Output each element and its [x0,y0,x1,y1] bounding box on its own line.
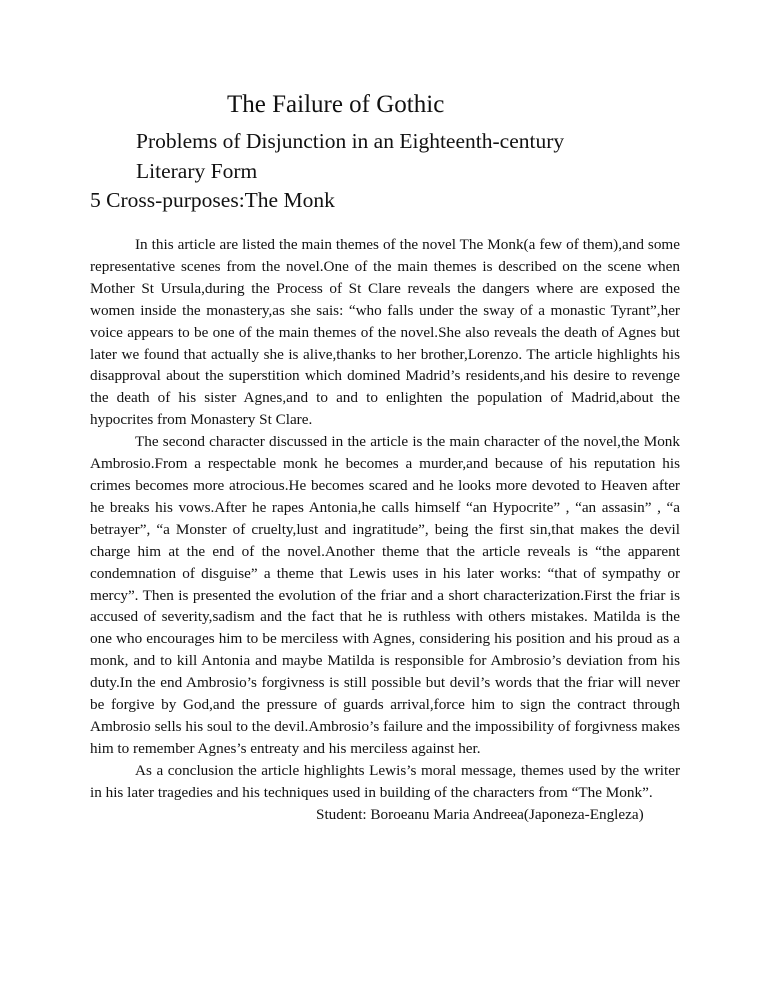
paragraph-2: The second character discussed in the article is the main character of the novel,the Monk Ambrosio.From a respectable monk he becomes a murder,and because of his reputation his crimes becomes more atrocious.He becomes scared and he looks more devoted to Heaven after he breaks his vows.After he rapes Antonia,he calls himself “an Hypocrite” , “an assasin” , “a betrayer”, “a Monster of cruelty,lust and ingratitude”, being the first sin,that makes the devil charge him at the end of the novel.Another theme that the article reveals is “the apparent condemnation of disguise” a theme that Lewis uses in his later works: “that of sympathy or mercy”. Then is presented the evolution of the friar and a short characterization.First the friar is accused of severity,sadism and the fact that he is ruthless with others mistakes. Matilda is the one who encourages him to be merciless with Agnes, considering his position and his proud as a monk, and to kill Antonia and maybe Matilda is responsible for Ambrosio’s deviation from his duty.In the end Ambrosio’s forgivness is still possible but devil’s words that the friar will never be forgive by God,and the pressure of guards arrival,force him to sign the contract through Ambrosio sells his soul to the devil.Ambrosio’s failure and the impossibility of forgivness makes him to remember Agnes’s entreaty and his merciless against her. [90,433,680,757]
subtitle-line-2: Literary Form [136,159,258,183]
subtitle-line-1: Problems of Disjunction in an Eighteenth-century [136,129,565,153]
chapter-heading: 5 Cross-purposes:The Monk [90,188,335,212]
student-signature: Student: Boroeanu Maria Andreea(Japoneza-Engleza) [316,805,644,823]
paragraph-3: As a conclusion the article highlights Lewis’s moral message, themes used by the writer in his later tragedies and his techniques used in building of the characters from “The Monk”. [90,761,680,801]
document-subtitle [136,126,564,186]
document-body [90,234,680,825]
document-title: The Failure of Gothic [227,91,445,118]
paragraph-1: In this article are listed the main themes of the novel The Monk(a few of them),and some representative scenes from the novel.One of the main themes is described on the scene when Mother St Ursula,during the Process of St Clare reveals the dangers where are exposed the women inside the monastery,as she sais: “who falls under the sway of a monastic Tyrant”,her voice appears to be one of the main themes of the novel.She also reveals the death of Agnes but later we found that actually she is alive,thanks to her brother,Lorenzo. The article highlights his disapproval about the superstition which domined Madrid’s residents,and his desire to revenge the death of his sister Agnes,and to and to enlighten the population of Madrid,about the hypocrites from Monastery St Clare. [90,236,680,429]
